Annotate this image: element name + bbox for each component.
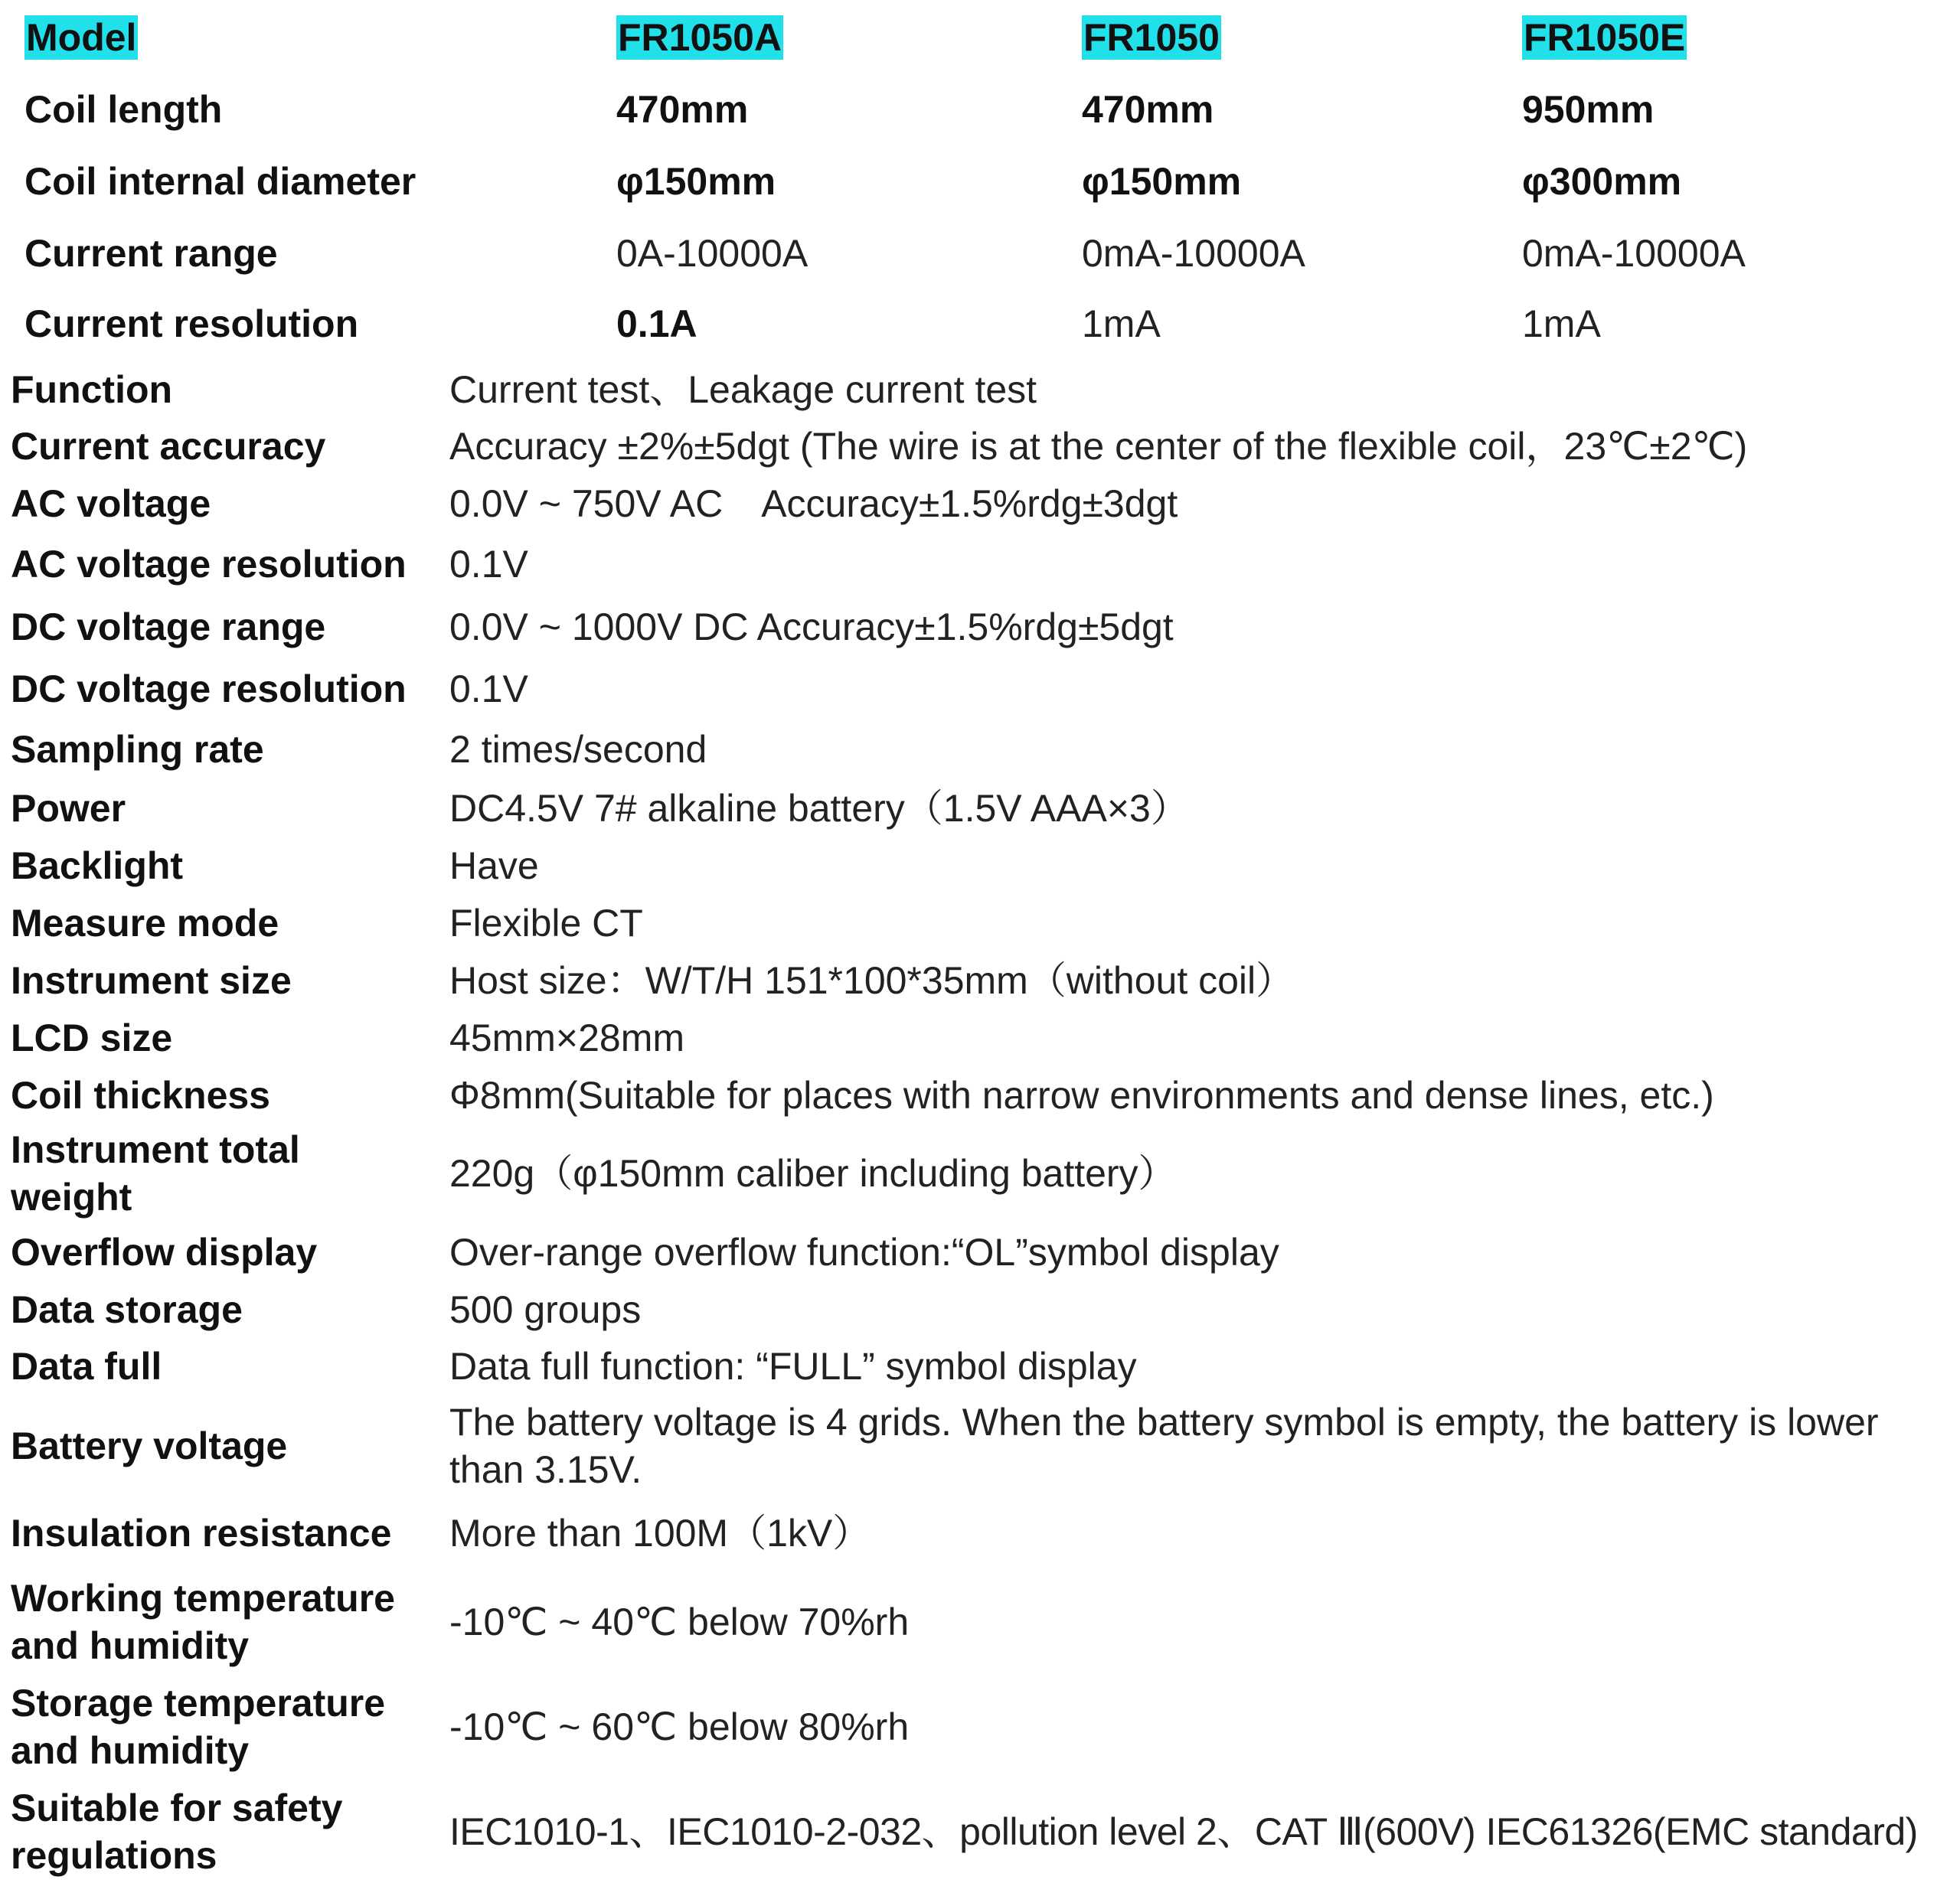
current-resolution-fr1050a: 0.1A [616,302,697,345]
spec-row [0,1779,1960,1885]
spec-row [0,1009,1960,1067]
model-header-row [0,2,1960,73]
spec-value: 0.0V ~ 1000V DC Accuracy±1.5%rdg±5dgt [449,605,1174,648]
spec-row [0,1223,1960,1281]
spec-label: Backlight [11,844,184,887]
spec-row [0,779,1960,837]
spec-label: Data storage [11,1288,243,1331]
spec-row [0,720,1960,779]
model-fr1050a: FR1050A [618,16,782,59]
coil-length-fr1050e: 950mm [1522,88,1655,131]
spec-label: Data full [11,1345,162,1388]
spec-label: Working temperature and humidity [11,1577,395,1667]
current-resolution-label: Current resolution [24,302,359,345]
spec-row [0,1395,1960,1497]
coil-diameter-row [0,145,1960,217]
spec-row [0,952,1960,1009]
coil-length-label: Coil length [24,88,223,131]
spec-row [0,361,1960,418]
spec-row [0,418,1960,475]
current-resolution-row [0,288,1960,360]
coil-length-fr1050a: 470mm [616,88,749,131]
spec-value: Flexible CT [449,902,643,945]
spec-label: Sampling rate [11,728,264,771]
coil-diameter-fr1050: φ150mm [1082,160,1242,203]
spec-row [0,533,1960,596]
spec-label: Power [11,787,126,830]
spec-row [0,1569,1960,1675]
current-range-row [0,217,1960,289]
coil-diameter-fr1050e: φ300mm [1522,160,1682,203]
spec-value: -10℃ ~ 60℃ below 80%rh [449,1705,910,1748]
spec-label: Storage temperature and humidity [11,1682,386,1772]
spec-value: Φ8mm(Suitable for places with narrow environments and dense lines, etc.) [449,1074,1714,1117]
model-fr1050: FR1050 [1083,16,1220,59]
spec-label: Overflow display [11,1231,318,1274]
spec-row [0,658,1960,720]
spec-label: DC voltage resolution [11,667,407,710]
spec-label: Insulation resistance [11,1512,392,1555]
current-resolution-fr1050: 1mA [1082,302,1161,345]
model-fr1050e: FR1050E [1524,16,1686,59]
spec-label: DC voltage range [11,605,326,648]
spec-row [0,1675,1960,1779]
spec-value: 0.1V [449,543,528,586]
spec-value: -10℃ ~ 40℃ below 70%rh [449,1601,910,1643]
spec-value: Have [449,844,539,887]
coil-diameter-label: Coil internal diameter [24,160,416,203]
spec-row [0,1497,1960,1569]
spec-label: Measure mode [11,902,279,945]
spec-value: Over-range overflow function:“OL”symbol display [449,1231,1279,1274]
spec-label: AC voltage [11,482,211,525]
spec-value: Data full function: “FULL” symbol display [449,1345,1137,1388]
current-range-fr1050a: 0A-10000A [616,232,808,275]
spec-value: More than 100M（1kV） [449,1512,871,1555]
spec-row [0,837,1960,894]
spec-value: Accuracy ±2%±5dgt (The wire is at the center of the flexible coil，23℃±2℃) [449,425,1748,468]
spec-label: Battery voltage [11,1424,288,1467]
spec-value: 0.0V ~ 750V AC Accuracy±1.5%rdg±3dgt [449,482,1178,525]
spec-label: Instrument size [11,959,292,1002]
spec-value: 220g（φ150mm caliber including battery） [449,1152,1177,1195]
spec-label: Instrument total weight [11,1128,300,1219]
spec-label: LCD size [11,1017,173,1059]
coil-length-fr1050: 470mm [1082,88,1214,131]
spec-label: AC voltage resolution [11,543,407,586]
spec-row [0,1067,1960,1124]
spec-value: 2 times/second [449,728,707,771]
spec-row [0,475,1960,533]
current-range-fr1050e: 0mA-10000A [1522,232,1746,275]
current-range-fr1050: 0mA-10000A [1082,232,1305,275]
spec-value: IEC1010-1、IEC1010-2-032、pollution level 2、CAT Ⅲ(600V) IEC61326(EMC standard) [449,1810,1918,1853]
spec-row [0,596,1960,658]
coil-length-row [0,73,1960,145]
spec-value: 0.1V [449,667,528,710]
spec-label: Suitable for safety regulations [11,1787,343,1877]
current-resolution-fr1050e: 1mA [1522,302,1601,345]
model-header-label: Model [26,16,137,59]
current-range-label: Current range [24,232,278,275]
spec-value: Host size：W/T/H 151*100*35mm（without coil） [449,959,1295,1002]
spec-label: Current accuracy [11,425,326,468]
spec-row [0,894,1960,952]
spec-value: 500 groups [449,1288,642,1331]
spec-row [0,1338,1960,1395]
spec-value: 45mm×28mm [449,1017,685,1059]
spec-row [0,1124,1960,1223]
spec-value: The battery voltage is 4 grids. When the battery symbol is empty, the battery is lower than 3.15V. [449,1401,1879,1491]
spec-label: Coil thickness [11,1074,270,1117]
spec-value: DC4.5V 7# alkaline battery（1.5V AAA×3） [449,787,1189,830]
spec-row [0,1281,1960,1338]
spec-value: Current test、Leakage current test [449,368,1037,411]
coil-diameter-fr1050a: φ150mm [616,160,776,203]
spec-label: Function [11,368,173,411]
